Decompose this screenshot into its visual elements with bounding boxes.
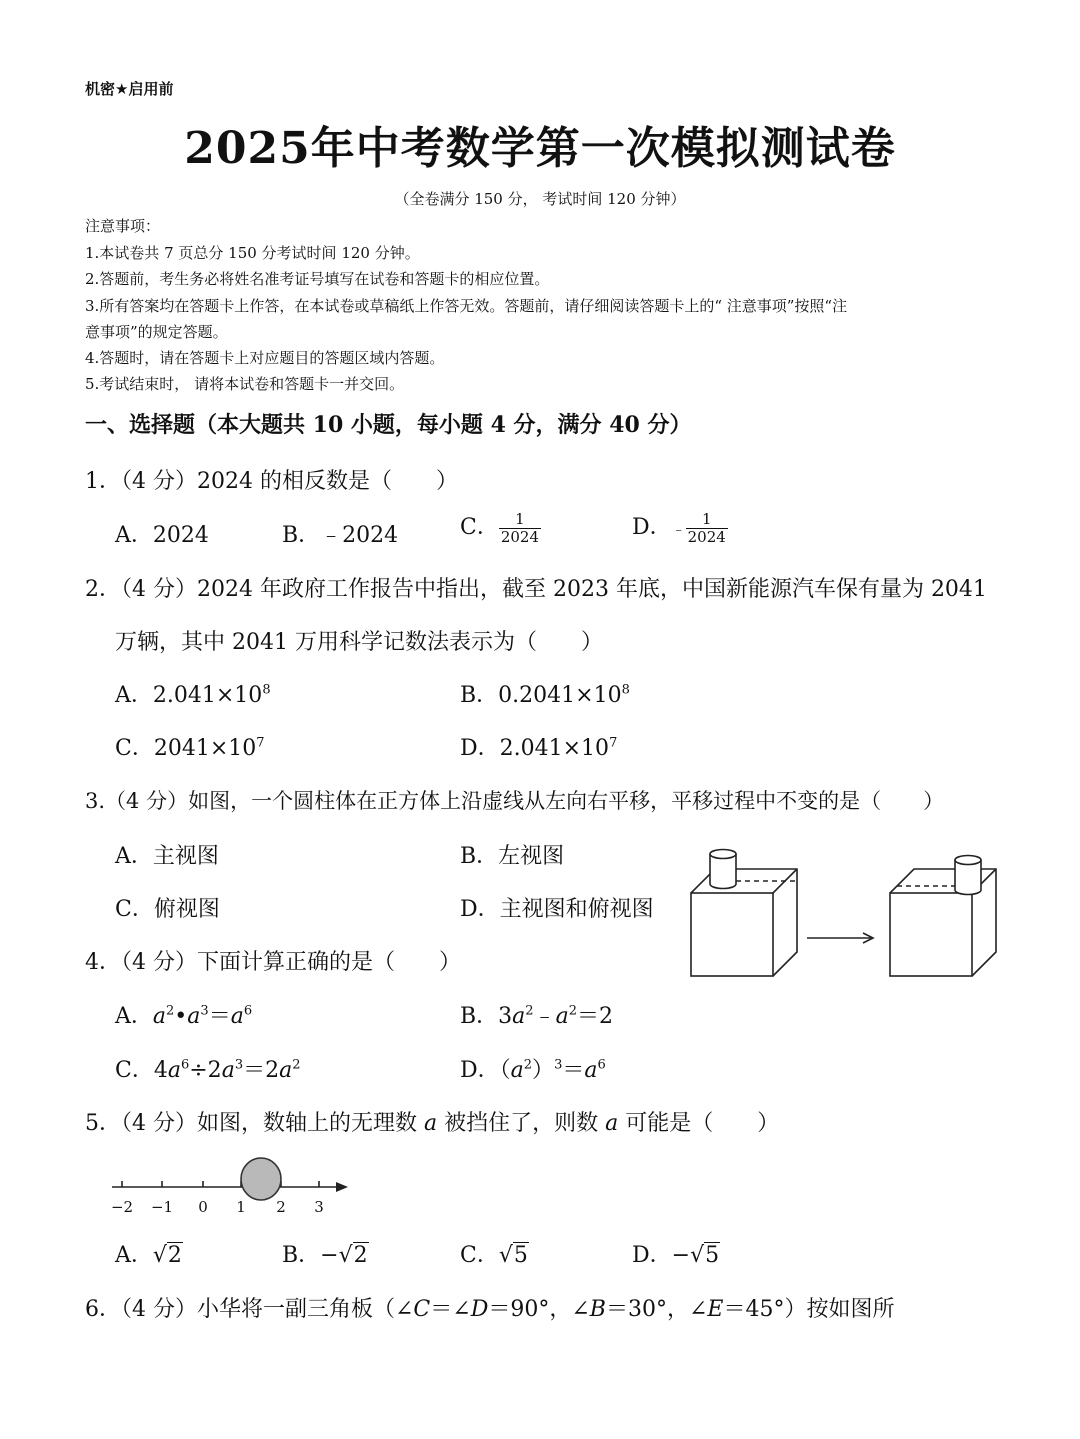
section-heading: 一、选择题（本大题共 10 小题，每小题 4 分，满分 40 分） [85, 412, 692, 438]
variable: C [413, 1297, 431, 1322]
stem-text: 被挡住了，则数 [437, 1111, 606, 1136]
variable: a [167, 1058, 181, 1083]
option-label: C．4 [115, 1058, 168, 1083]
fraction-numerator: 1 [701, 509, 712, 528]
question-3-option-a: A．主视图 [115, 844, 219, 869]
option-label: A． [115, 1243, 153, 1268]
exponent: 8 [621, 682, 630, 698]
exponent: 2 [166, 1003, 175, 1019]
question-1-stem: 1．（4 分）2024 的相反数是（ ） [85, 469, 458, 494]
question-4-option-a [115, 999, 252, 1030]
stem-text: ＝45°）按如图所 [723, 1297, 895, 1322]
minus-sign: − [671, 1243, 691, 1268]
question-1-option-d [632, 510, 728, 546]
question-2-option-d [460, 731, 617, 762]
option-label: D． [632, 1243, 672, 1268]
note-item: 1.本试卷共 7 页总分 150 分考试时间 120 分钟。 [85, 244, 420, 262]
sqrt-icon: √ [690, 1243, 705, 1268]
variable: a [510, 1058, 524, 1083]
question-2-option-a [115, 678, 271, 709]
question-2-option-b [460, 678, 630, 709]
option-label: D．（ [460, 1058, 511, 1083]
variable: a [512, 1004, 526, 1029]
exponent: 2 [525, 1003, 534, 1019]
question-1-option-b: B．﹣2024 [282, 523, 399, 548]
arrow-icon [807, 933, 873, 943]
tick-label: 2 [276, 1198, 286, 1216]
variable: D [470, 1297, 489, 1322]
fraction [686, 511, 728, 546]
question-3-stem: 3.（4 分）如图，一个圆柱体在正方体上沿虚线从左向右平移，平移过程中不变的是（ ） [85, 789, 945, 813]
operator: ＝2 [243, 1058, 280, 1083]
option-label: A． [115, 1004, 153, 1029]
sqrt-icon: √ [338, 1243, 353, 1268]
sqrt-icon: √ [498, 1243, 513, 1268]
exam-subtitle: （全卷满分 150 分， 考试时间 120 分钟） [394, 190, 686, 208]
option-label: B．3 [460, 1004, 513, 1029]
tick-label: 0 [198, 1198, 208, 1216]
exponent: 8 [262, 682, 271, 698]
fraction-denominator: 2024 [500, 527, 540, 546]
exponent: 2 [568, 1003, 577, 1019]
question-5-stem [85, 1106, 779, 1137]
radicand: 2 [353, 1243, 368, 1268]
exam-title: 2025年中考数学第一次模拟测试卷 [184, 123, 896, 174]
radicand: 5 [513, 1243, 528, 1268]
exponent: 3 [554, 1057, 563, 1073]
radicand: 2 [167, 1243, 182, 1268]
confidential-label: 机密★启用前 [85, 80, 174, 98]
question-2-option-c [115, 731, 265, 762]
exponent: 6 [243, 1003, 253, 1019]
tick-label: 1 [236, 1198, 246, 1216]
question-4-stem: 4．（4 分）下面计算正确的是（ ） [85, 950, 461, 975]
option-text: D．2.041×10 [460, 736, 610, 761]
exponent: 7 [609, 735, 618, 751]
operator: ＝ [562, 1058, 585, 1083]
operator: ﹣ [533, 1004, 556, 1029]
stem-text: ＝30°，∠ [605, 1297, 708, 1322]
question-5-option-c [460, 1238, 529, 1269]
minus-sign: − [320, 1243, 339, 1268]
exponent: 2 [523, 1057, 533, 1073]
stem-text: 可能是（ ） [618, 1111, 780, 1136]
fraction-denominator: 2024 [687, 527, 726, 546]
note-item: 3.所有答案均在答题卡上作答，在本试卷或草稿纸上作答无效。答题前，请仔细阅读答题卡上的“ 注意事项”按照“注 [85, 297, 848, 315]
operator: ） [532, 1058, 555, 1083]
radicand: 5 [705, 1243, 720, 1268]
exponent: 6 [597, 1057, 606, 1073]
variable: a [187, 1004, 201, 1029]
option-text: A．2.041×10 [115, 683, 263, 708]
tick-label: 3 [314, 1198, 324, 1216]
note-item: 意事项”的规定答题。 [85, 323, 228, 341]
note-item: 5.考试结束时， 请将本试卷和答题卡一并交回。 [85, 375, 405, 393]
exponent: 7 [256, 735, 265, 751]
operator: ＝ [208, 1004, 231, 1029]
variable: a [605, 1111, 619, 1136]
fraction-numerator: 1 [515, 509, 525, 528]
stem-text: ＝90°，∠ [488, 1297, 590, 1322]
question-3-option-b: B．左视图 [460, 844, 565, 869]
option-label: D． [632, 515, 672, 540]
axis-arrow-icon [336, 1182, 348, 1192]
question-3-option-d: D．主视图和俯视图 [460, 897, 654, 922]
question-5-option-d [632, 1238, 720, 1269]
notes-heading: 注意事项： [85, 217, 161, 235]
option-text: B．0.2041×10 [460, 683, 622, 708]
exponent: 2 [292, 1057, 301, 1073]
tick-marks [122, 1181, 319, 1187]
question-4-option-d [460, 1053, 606, 1084]
question-1-option-c [460, 510, 541, 546]
number-line-figure [100, 1150, 360, 1222]
exponent: 3 [200, 1003, 209, 1019]
variable: a [555, 1004, 569, 1029]
variable: a [152, 1004, 167, 1029]
option-label: B． [282, 1243, 321, 1268]
question-5-option-b [282, 1238, 369, 1269]
minus-sign: ﹣ [671, 522, 686, 538]
variable: a [279, 1058, 293, 1083]
variable: B [589, 1297, 606, 1322]
covering-blob [241, 1158, 281, 1200]
variable: a [230, 1004, 244, 1029]
exponent: 6 [180, 1057, 190, 1073]
note-item: 2.答题前，考生务必将姓名准考证号填写在试卷和答题卡的相应位置。 [85, 270, 550, 288]
variable: a [584, 1058, 598, 1083]
fraction [499, 511, 541, 546]
question-4-option-b [460, 999, 613, 1030]
option-text: C．2041×10 [115, 736, 257, 761]
question-3-option-c: C．俯视图 [115, 897, 220, 922]
variable: a [423, 1111, 438, 1136]
question-6-stem [85, 1292, 894, 1323]
right-cylinder [955, 856, 981, 895]
operator: ＝2 [577, 1004, 613, 1029]
tick-label: −1 [150, 1198, 174, 1216]
operator: • [174, 1004, 188, 1029]
cube-cylinder-figure [685, 840, 1000, 985]
stem-text: 6．（4 分）小华将一副三角板（∠ [85, 1297, 414, 1322]
stem-text: ＝∠ [430, 1297, 471, 1322]
option-label: C． [460, 1243, 499, 1268]
left-cube [691, 869, 797, 976]
option-label: C． [460, 515, 499, 540]
question-5-option-a [115, 1238, 183, 1269]
question-4-option-c [115, 1053, 301, 1084]
question-2-stem-line-1: 2．（4 分）2024 年政府工作报告中指出，截至 2023 年底，中国新能源汽车保有量为 2041 [85, 577, 987, 602]
operator: ÷2 [189, 1058, 222, 1083]
question-2-stem-line-2: 万辆，其中 2041 万用科学记数法表示为（ ） [115, 630, 603, 655]
question-1-option-a: A．2024 [115, 523, 209, 548]
left-cylinder [710, 850, 736, 889]
variable: a [221, 1058, 235, 1083]
note-item: 4.答题时，请在答题卡上对应题目的答题区域内答题。 [85, 349, 445, 367]
tick-label: −2 [110, 1198, 134, 1216]
exponent: 3 [234, 1057, 244, 1073]
sqrt-icon: √ [152, 1243, 167, 1268]
stem-text: 5．（4 分）如图，数轴上的无理数 [85, 1111, 424, 1136]
variable: E [707, 1297, 724, 1322]
